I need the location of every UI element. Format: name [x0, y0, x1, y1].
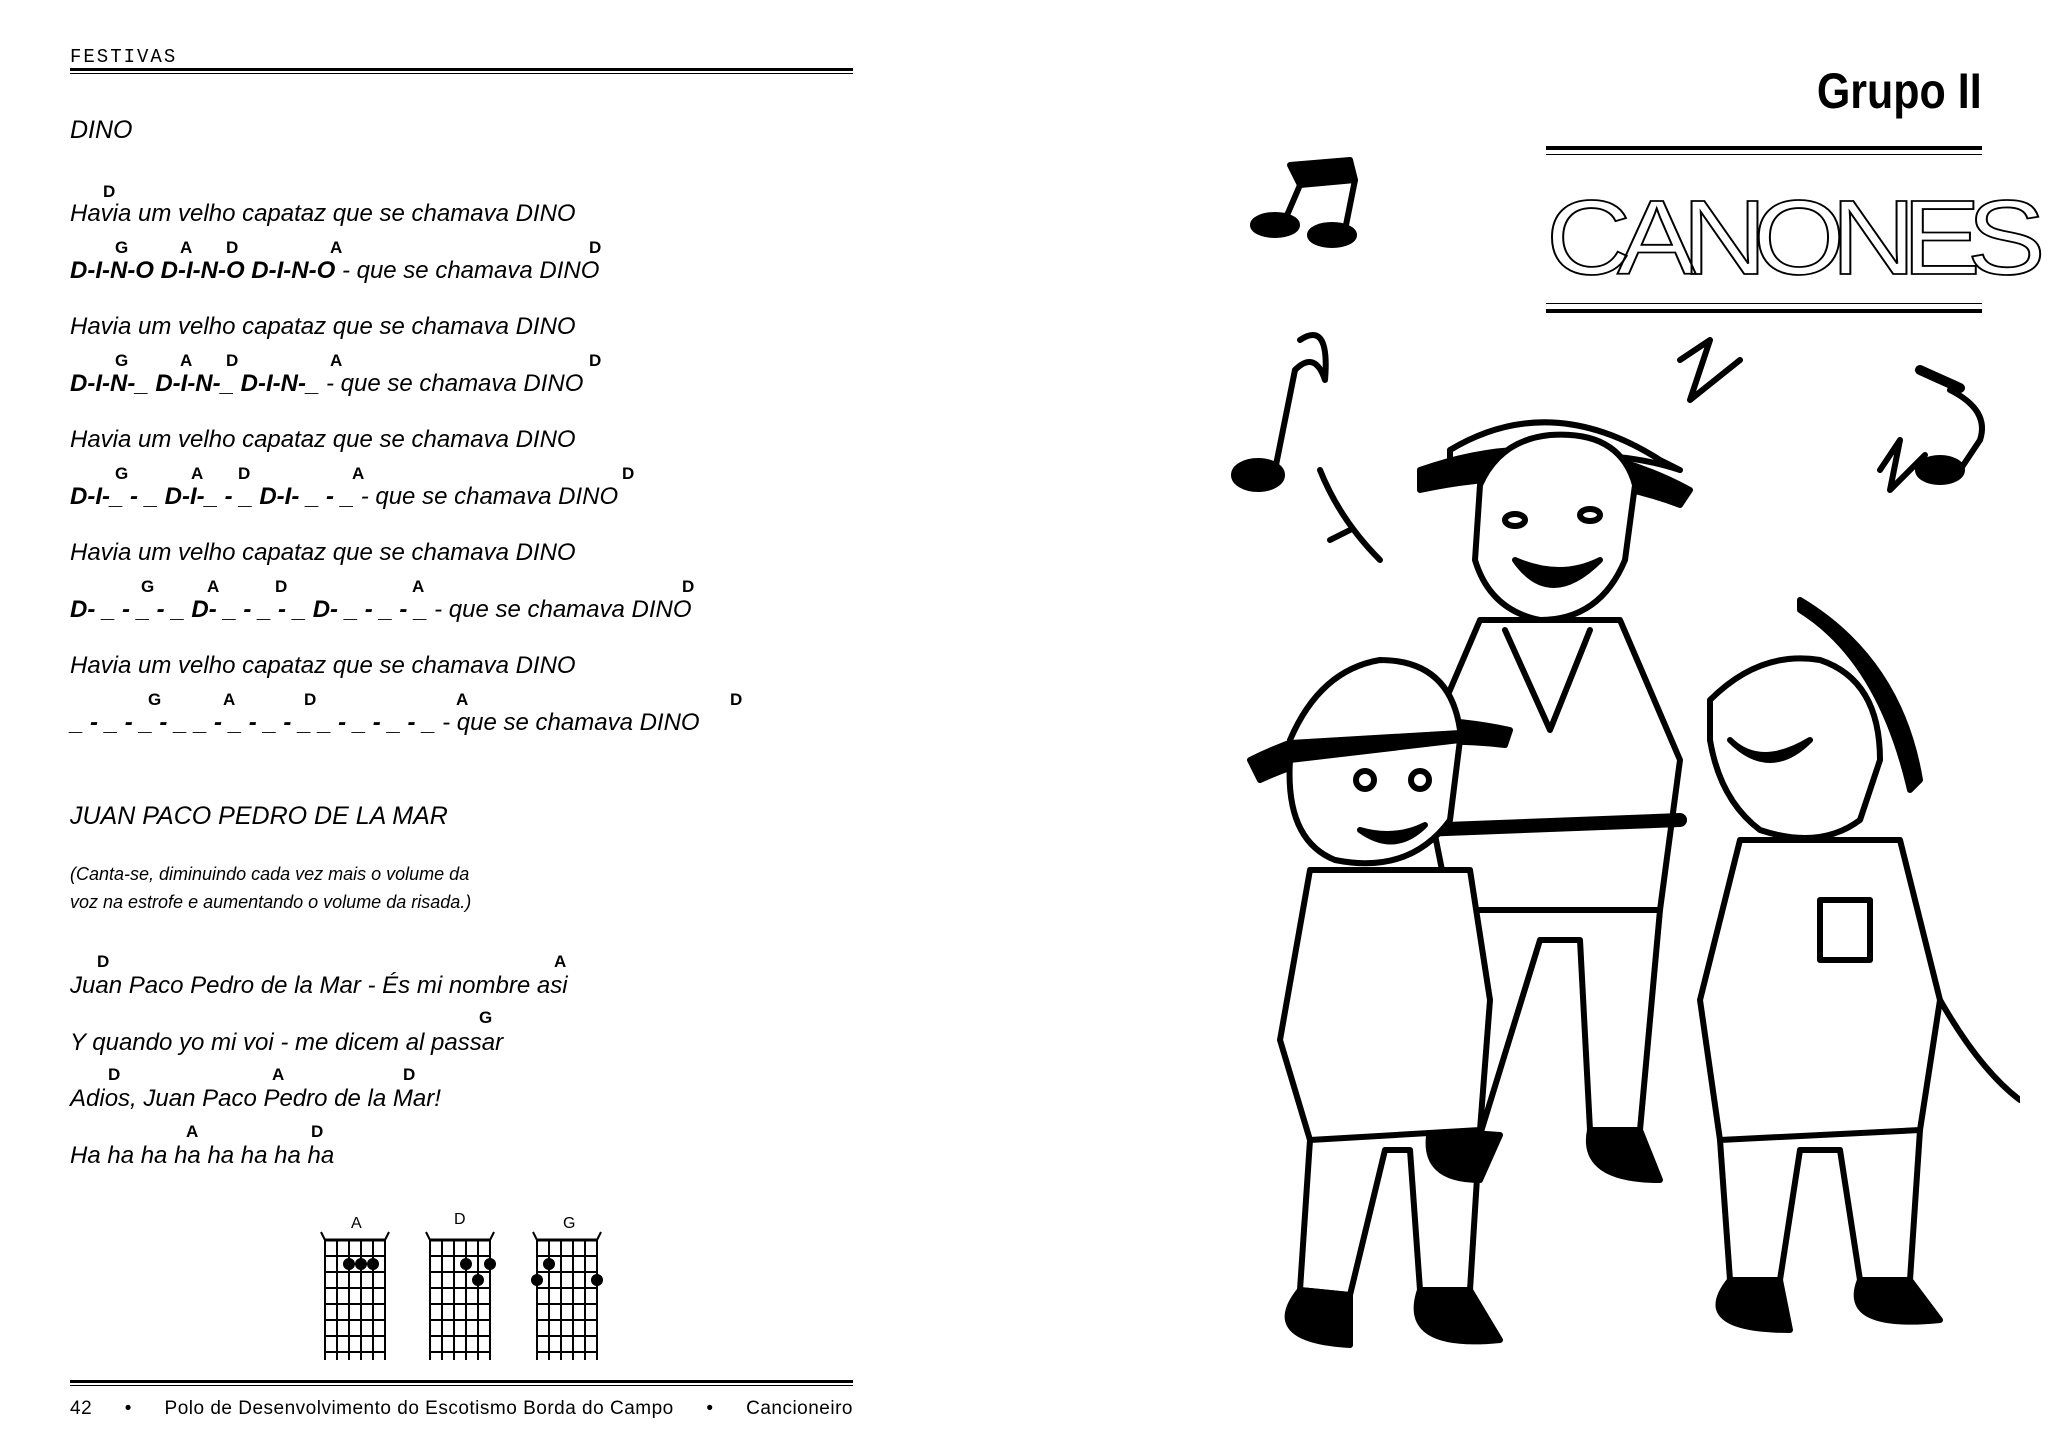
footer-org: Polo de Desenvolvimento do Escotismo Borda do Campo	[164, 1398, 674, 1419]
singing-scouts-illustration	[1120, 140, 2032, 1440]
verse-tail: - que se chamava DINO	[360, 483, 619, 510]
verse-text: D-I-N-_ D-I-N-_ D-I-N-_	[70, 370, 320, 397]
lyric-line	[70, 596, 692, 624]
lyric-line: Ha ha ha ha ha ha ha ha	[70, 1142, 335, 1169]
chord-label: A	[351, 1215, 362, 1232]
chord-label: D	[454, 1211, 466, 1228]
chord-label: G	[563, 1215, 576, 1232]
lyric-line: Adios, Juan Paco Pedro de la Mar!	[70, 1085, 441, 1112]
lyric-line: Havia um velho capataz que se chamava DINO	[70, 426, 576, 453]
footer-separator: •	[124, 1398, 132, 1419]
verse-tail: - que se chamava DINO	[442, 709, 700, 736]
verse-text: _ - _ - _ - _ _ - _ - _ - _ _ - _ - _ - _	[70, 709, 436, 736]
lyric-line: Juan Paco Pedro de la Mar - És mi nombre asi	[70, 972, 568, 999]
lyric-line	[70, 483, 618, 511]
lyric-line: Havia um velho capataz que se chamava DINO	[70, 539, 576, 566]
group-heading: Grupo II	[1817, 63, 1982, 119]
footer-rule-thin	[70, 1385, 853, 1386]
section-title: CANONES	[1546, 178, 2032, 298]
lyric-line: Y quando yo mi voi - me dicem al passar	[70, 1029, 504, 1056]
verse-tail: - que se chamava DINO	[434, 596, 692, 623]
chord-diagram-a	[321, 1215, 389, 1360]
lyric-line	[70, 257, 599, 285]
chord-diagram-d	[426, 1211, 496, 1360]
verse-text: D-I-N-O D-I-N-O D-I-N-O	[70, 257, 336, 284]
footer-book: Cancioneiro	[746, 1398, 853, 1419]
section-header: FESTIVAS	[70, 46, 178, 68]
footer-rule	[70, 1380, 853, 1383]
chord-diagram-g	[531, 1215, 603, 1360]
lyric-line	[70, 370, 583, 398]
verse-text: D- _ - _ - _ D- _ - _ - _ D- _ - _ - _	[70, 596, 428, 623]
lyric-line: Havia um velho capataz que se chamava DINO	[70, 652, 576, 679]
right-scout	[1700, 600, 2020, 1330]
note-line: voz na estrofe e aumentando o volume da risada.)	[70, 892, 472, 912]
footer-separator: •	[706, 1398, 714, 1419]
header-rule-thin	[70, 73, 853, 74]
song-title-juan: JUAN PACO PEDRO DE LA MAR	[70, 802, 448, 830]
verse-tail: - que se chamava DINO	[325, 370, 584, 397]
header-rule	[70, 68, 853, 71]
performance-note	[70, 860, 471, 916]
verse-text: D-I-_ - _ D-I-_ - _ D-I- _ - _	[70, 483, 355, 510]
music-note-icon	[1918, 370, 1982, 482]
lyric-line	[70, 709, 700, 737]
music-note-icon	[1234, 335, 1326, 489]
music-note-icon	[1253, 160, 1355, 245]
lyric-line: Havia um velho capataz que se chamava DINO	[70, 313, 576, 340]
page-number: 42	[70, 1398, 93, 1419]
lyric-line: Havia um velho capataz que se chamava DINO	[70, 200, 576, 227]
chord-diagrams	[300, 1210, 620, 1360]
page-footer	[70, 1398, 853, 1420]
verse-tail: - que se chamava DINO	[341, 257, 600, 284]
note-line: (Canta-se, diminuindo cada vez mais o volume da	[70, 864, 470, 884]
song-title-dino: DINO	[70, 116, 133, 144]
